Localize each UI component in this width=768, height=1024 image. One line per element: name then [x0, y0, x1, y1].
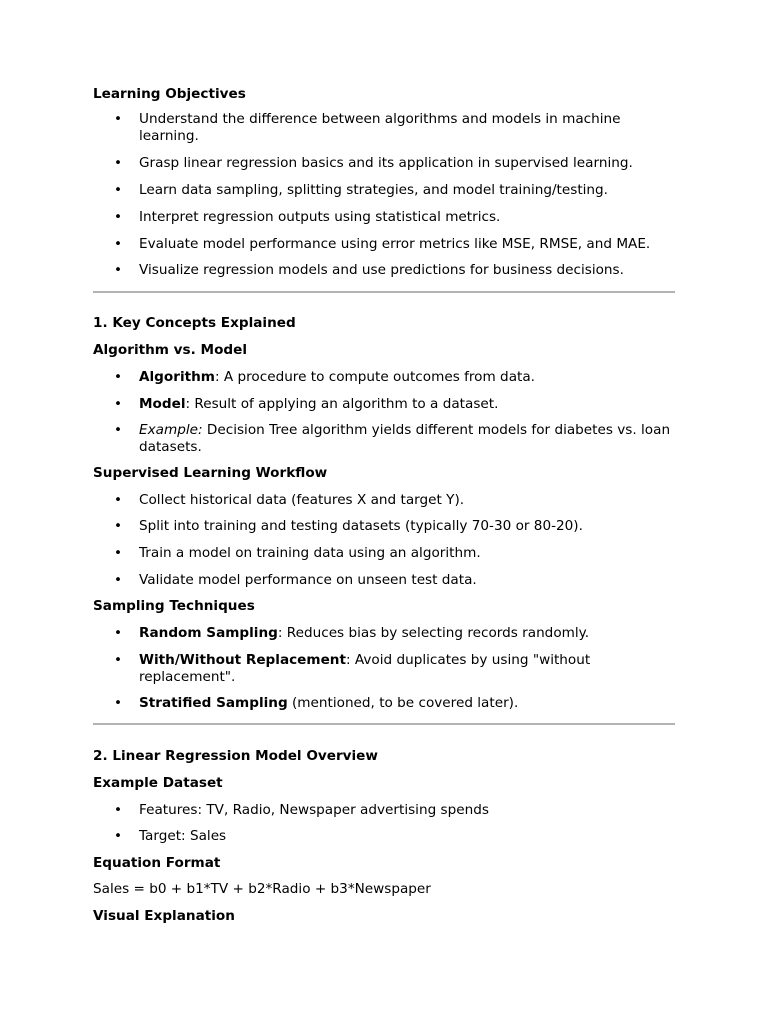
section-divider — [93, 291, 675, 293]
list-item — [93, 518, 675, 535]
example-label: Example: — [139, 422, 203, 438]
list-item — [93, 492, 675, 509]
equation-format-heading: Equation Format — [93, 855, 221, 871]
workflow-heading: Supervised Learning Workflow — [93, 465, 328, 481]
list-item — [93, 262, 675, 279]
list-item — [93, 828, 675, 845]
list-item-text: Evaluate model performance using error metrics like MSE, RMSE, and MAE. — [139, 236, 651, 252]
bullet-icon: • — [114, 396, 123, 412]
sampling-list — [93, 625, 675, 712]
bullet-icon: • — [114, 262, 123, 278]
algorithm-vs-model-heading: Algorithm vs. Model — [93, 342, 248, 358]
bullet-icon: • — [114, 545, 123, 561]
list-item-text: Understand the difference between algorithms and models in machine learning. — [139, 111, 621, 144]
workflow-list — [93, 492, 675, 589]
section-divider — [93, 723, 675, 725]
list-item-text: Split into training and testing datasets (typically 70-30 or 80-20). — [139, 518, 583, 534]
list-item-text: Target: Sales — [139, 828, 227, 844]
list-item — [93, 182, 675, 199]
list-item-text: Features: TV, Radio, Newspaper advertising spends — [139, 802, 489, 818]
bullet-icon: • — [114, 695, 123, 711]
list-item-text: Visualize regression models and use predictions for business decisions. — [139, 262, 624, 278]
document-page — [93, 86, 675, 925]
list-item — [93, 545, 675, 562]
list-item-text: Validate model performance on unseen test data. — [139, 572, 477, 588]
term-model: Model — [139, 396, 186, 412]
bullet-icon: • — [114, 236, 123, 252]
algorithm-vs-model-list — [93, 369, 675, 456]
bullet-icon: • — [114, 369, 123, 385]
list-item — [93, 155, 675, 172]
learning-objectives-list — [93, 111, 675, 279]
term-random-sampling-desc: : Reduces bias by selecting records randomly. — [277, 625, 590, 641]
bullet-icon: • — [114, 492, 123, 508]
list-item — [93, 572, 675, 589]
bullet-icon: • — [114, 802, 123, 818]
bullet-icon: • — [114, 422, 123, 438]
bullet-icon: • — [114, 111, 123, 127]
list-item — [93, 695, 675, 712]
list-item-text: Interpret regression outputs using statistical metrics. — [139, 209, 501, 225]
list-item — [93, 111, 675, 145]
term-algorithm: Algorithm — [139, 369, 215, 385]
term-random-sampling: Random Sampling — [139, 625, 278, 641]
term-replacement: With/Without Replacement — [139, 652, 346, 668]
bullet-icon: • — [114, 209, 123, 225]
learning-objectives-heading: Learning Objectives — [93, 86, 246, 102]
section-2-heading: 2. Linear Regression Model Overview — [93, 748, 378, 764]
bullet-icon: • — [114, 625, 123, 641]
bullet-icon: • — [114, 572, 123, 588]
term-stratified-sampling-desc: (mentioned, to be covered later). — [287, 695, 519, 711]
list-item — [93, 802, 675, 819]
term-replacement-desc: : Avoid duplicates by using "without replacement". — [139, 652, 591, 685]
list-item — [93, 369, 675, 386]
list-item — [93, 236, 675, 253]
example-dataset-heading: Example Dataset — [93, 775, 223, 791]
list-item-text: Grasp linear regression basics and its application in supervised learning. — [139, 155, 633, 171]
bullet-icon: • — [114, 182, 123, 198]
term-stratified-sampling: Stratified Sampling — [139, 695, 288, 711]
list-item-text: Collect historical data (features X and target Y). — [139, 492, 465, 508]
bullet-icon: • — [114, 828, 123, 844]
list-item-text: Learn data sampling, splitting strategies, and model training/testing. — [139, 182, 608, 198]
example-desc: Decision Tree algorithm yields different models for diabetes vs. loan datasets. — [139, 422, 671, 455]
section-1-heading: 1. Key Concepts Explained — [93, 315, 296, 331]
term-algorithm-desc: : A procedure to compute outcomes from data. — [214, 369, 535, 385]
list-item — [93, 396, 675, 413]
equation-text: Sales = b0 + b1*TV + b2*Radio + b3*Newspaper — [93, 881, 431, 897]
visual-explanation-heading: Visual Explanation — [93, 908, 235, 924]
list-item — [93, 652, 675, 686]
bullet-icon: • — [114, 155, 123, 171]
term-model-desc: : Result of applying an algorithm to a dataset. — [185, 396, 499, 412]
bullet-icon: • — [114, 652, 123, 668]
example-dataset-list — [93, 802, 675, 845]
list-item — [93, 625, 675, 642]
bullet-icon: • — [114, 518, 123, 534]
list-item — [93, 209, 675, 226]
list-item — [93, 422, 675, 456]
sampling-heading: Sampling Techniques — [93, 598, 255, 614]
list-item-text: Train a model on training data using an algorithm. — [139, 545, 481, 561]
